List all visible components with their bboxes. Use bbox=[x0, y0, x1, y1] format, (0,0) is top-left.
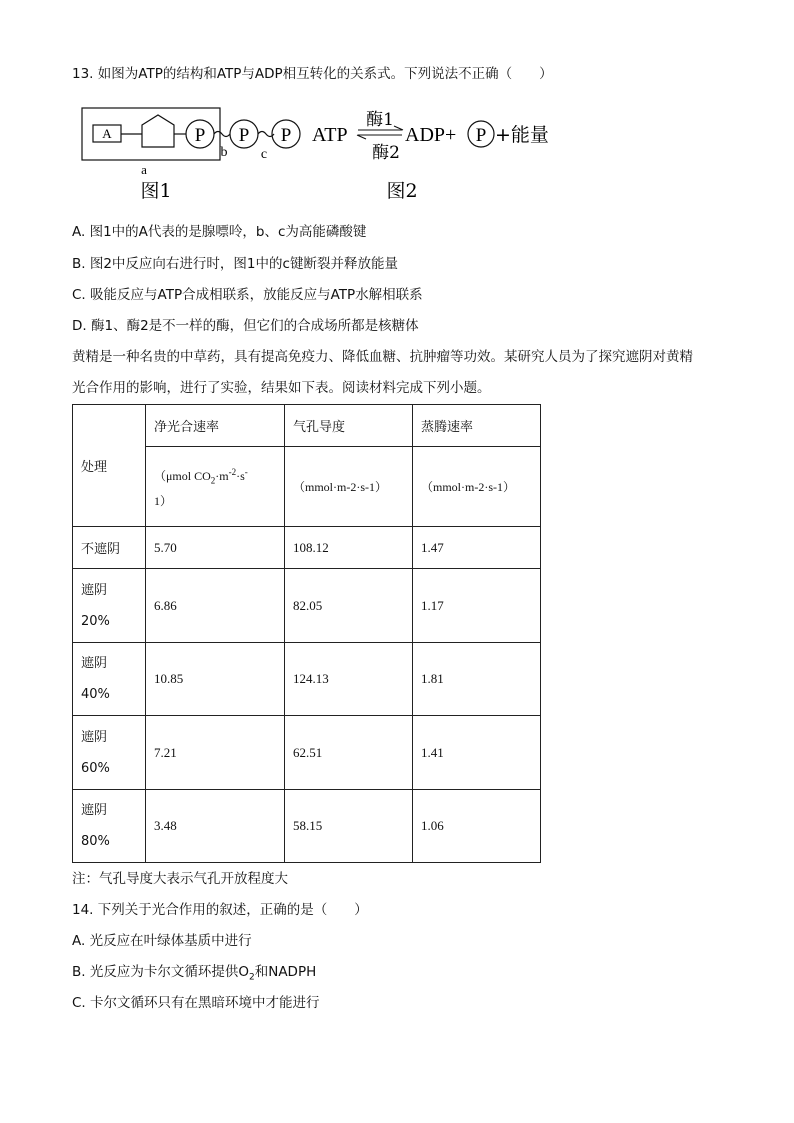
figure2-caption: 图2 bbox=[386, 180, 418, 202]
row-label: 不遮阴 bbox=[73, 527, 146, 569]
label-b: b bbox=[220, 145, 228, 160]
table-row bbox=[73, 527, 541, 569]
unit-transpiration: （mmol·m-2·s-1） bbox=[413, 447, 541, 527]
cell-stomatal-conductance: 108.12 bbox=[285, 527, 413, 569]
q13-option-a: A. 图1中的A代表的是腺嘌呤，b、c为高能磷酸键 bbox=[72, 224, 367, 240]
q13-stem: 13. 如图为ATP的结构和ATP与ADP相互转化的关系式。下列说法不正确（ ） bbox=[72, 66, 553, 82]
label-a: a bbox=[141, 162, 147, 177]
header-stomatal-conductance: 气孔导度 bbox=[285, 405, 413, 447]
phosphate-label-3: P bbox=[280, 125, 292, 146]
cell-transpiration: 1.06 bbox=[413, 790, 541, 863]
q13-option-c: C. 吸能反应与ATP合成相联系，放能反应与ATP水解相联系 bbox=[72, 287, 423, 303]
enzyme2-label: 酶2 bbox=[372, 143, 400, 163]
intro-line-1: 黄精是一种名贵的中草药，具有提高免疫力、降低血糖、抗肿瘤等功效。某研究人员为了探究遮阴对黄精 bbox=[72, 349, 693, 365]
cell-stomatal-conductance: 82.05 bbox=[285, 569, 413, 643]
table-header-row bbox=[73, 405, 541, 447]
header-transpiration: 蒸腾速率 bbox=[413, 405, 541, 447]
table-row bbox=[73, 643, 541, 716]
unit-stomatal-conductance: （mmol·m-2·s-1） bbox=[285, 447, 413, 527]
atp-adp-conversion-figure bbox=[312, 110, 549, 202]
atp-figure bbox=[72, 96, 592, 208]
enzyme1-label: 酶1 bbox=[366, 110, 394, 130]
q14-option-a: A. 光反应在叶绿体基质中进行 bbox=[72, 933, 252, 949]
intro-line-2: 光合作用的影响，进行了实验，结果如下表。阅读材料完成下列小题。 bbox=[72, 380, 491, 396]
adp-text: ADP+ bbox=[405, 124, 457, 146]
q13-option-d: D. 酶1、酶2是不一样的酶，但它们的合成场所都是核糖体 bbox=[72, 318, 419, 334]
adenine-label: A bbox=[102, 126, 112, 141]
cell-net-photosynthesis: 3.48 bbox=[146, 790, 285, 863]
cell-net-photosynthesis: 6.86 bbox=[146, 569, 285, 643]
cell-transpiration: 1.41 bbox=[413, 716, 541, 790]
phosphate-label-1: P bbox=[194, 125, 206, 146]
atp-structure-figure bbox=[82, 108, 300, 202]
table-row bbox=[73, 790, 541, 863]
ribose-pentagon bbox=[142, 115, 174, 147]
cell-transpiration: 1.81 bbox=[413, 643, 541, 716]
cell-transpiration: 1.17 bbox=[413, 569, 541, 643]
row-label: 遮阴 40% bbox=[73, 643, 146, 716]
cell-net-photosynthesis: 10.85 bbox=[146, 643, 285, 716]
cell-stomatal-conductance: 124.13 bbox=[285, 643, 413, 716]
row-label: 遮阴 80% bbox=[73, 790, 146, 863]
figure1-caption: 图1 bbox=[140, 180, 172, 202]
phosphate-label-2: P bbox=[238, 125, 250, 146]
label-c: c bbox=[260, 147, 268, 162]
cell-net-photosynthesis: 7.21 bbox=[146, 716, 285, 790]
q13-option-b: B. 图2中反应向右进行时，图1中的c键断裂并释放能量 bbox=[72, 256, 398, 272]
atp-text: ATP bbox=[312, 124, 348, 146]
header-net-photosynthesis: 净光合速率 bbox=[146, 405, 285, 447]
reverse-arrow-head bbox=[357, 135, 366, 139]
unit-net-photosynthesis: （μmol $CO_2\cdot m^{-2}\cdot s^-$ 1） bbox=[146, 447, 285, 527]
row-label: 遮阴 60% bbox=[73, 716, 146, 790]
phosphate-label-fig2: P bbox=[475, 125, 487, 146]
q14-option-b: B. 光反应为卡尔文循环提供$O_2$和NADPH bbox=[72, 964, 317, 983]
high-energy-bond-b bbox=[214, 132, 230, 137]
row-label: 遮阴 20% bbox=[73, 569, 146, 643]
q14-stem: 14. 下列关于光合作用的叙述，正确的是（ ） bbox=[72, 902, 368, 918]
cell-net-photosynthesis: 5.70 bbox=[146, 527, 285, 569]
table-corner: 处理 bbox=[73, 405, 146, 527]
shading-results-table bbox=[72, 404, 541, 863]
cell-stomatal-conductance: 62.51 bbox=[285, 716, 413, 790]
energy-text: +能量 bbox=[495, 124, 549, 146]
cell-transpiration: 1.47 bbox=[413, 527, 541, 569]
forward-arrow-head bbox=[394, 126, 403, 130]
q14-option-c: C. 卡尔文循环只有在黑暗环境中才能进行 bbox=[72, 995, 320, 1011]
cell-stomatal-conductance: 58.15 bbox=[285, 790, 413, 863]
table-note: 注：气孔导度大表示气孔开放程度大 bbox=[72, 871, 288, 887]
table-row bbox=[73, 716, 541, 790]
table-row bbox=[73, 569, 541, 643]
